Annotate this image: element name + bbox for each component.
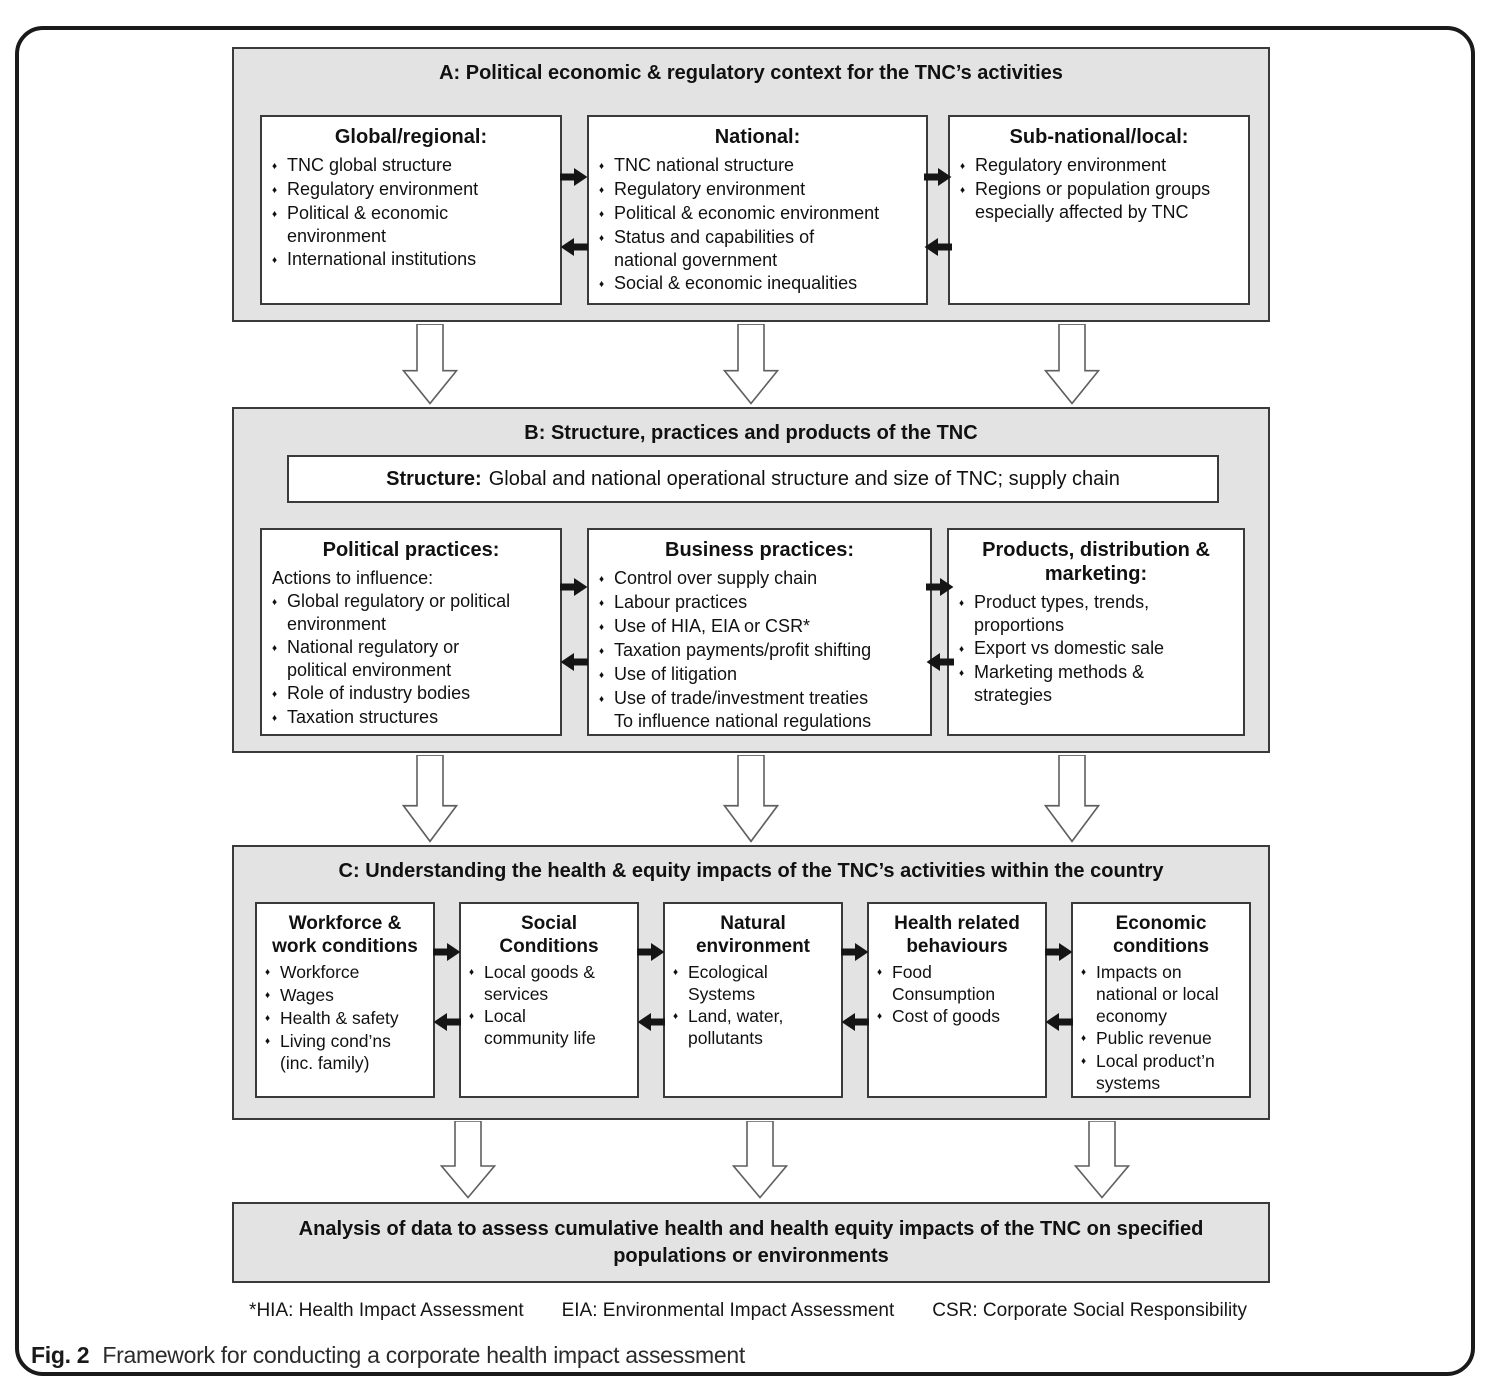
- down-arrow-icon: [440, 1121, 496, 1199]
- bullet-icon: ♦: [599, 694, 605, 705]
- bullet-item: [599, 567, 920, 591]
- bullet-item-text: Marketing methods & strategies: [974, 662, 1145, 705]
- box-products-distribution-marketing: [947, 528, 1245, 736]
- box-health-related-behaviours: [867, 902, 1047, 1098]
- bullet-icon: ♦: [959, 644, 965, 655]
- box-national: [587, 115, 928, 305]
- bullet-item-text: Cost of goods: [892, 1006, 1000, 1026]
- bullet-icon: ♦: [959, 598, 965, 609]
- bullet-item-text: TNC national structure: [614, 155, 795, 175]
- down-arrow-icon: [1044, 324, 1100, 405]
- bullet-icon: ♦: [469, 967, 475, 978]
- right-arrow-icon: [560, 577, 588, 597]
- figure-caption-label: Fig. 2: [31, 1342, 90, 1368]
- bullet-item-text: Land, water, pollutants: [688, 1006, 784, 1048]
- section-b-panel: [232, 407, 1270, 753]
- bullet-item: [469, 1005, 629, 1049]
- bullet-icon: ♦: [272, 185, 278, 196]
- bullet-icon: ♦: [960, 161, 966, 172]
- bullet-icon: ♦: [1081, 1056, 1087, 1067]
- bullet-icon: ♦: [265, 1013, 271, 1024]
- section-a-panel: [232, 47, 1270, 322]
- bullet-item-text: Global regulatory or political environment: [287, 591, 511, 634]
- down-arrow-icon: [732, 1121, 788, 1199]
- bullet-icon: ♦: [599, 161, 605, 172]
- bullet-icon: ♦: [599, 598, 605, 609]
- bullet-item-text: Export vs domestic sale: [974, 638, 1165, 658]
- bullet-icon: ♦: [599, 574, 605, 585]
- bullet-item: [599, 226, 916, 272]
- down-arrow-icon: [1044, 755, 1100, 843]
- bullet-item-text: Regulatory environment: [975, 155, 1167, 175]
- bullet-item-text: Regions or population groups especially affected by TNC: [975, 179, 1211, 222]
- box-sub-national-local: [948, 115, 1250, 305]
- left-arrow-icon: [433, 1012, 461, 1032]
- bullet-icon: ♦: [960, 185, 966, 196]
- down-arrow-icon: [723, 755, 779, 843]
- bullet-icon: ♦: [599, 279, 605, 290]
- bullet-icon: ♦: [599, 185, 605, 196]
- footnote: [0, 1300, 1496, 1322]
- bullet-item: [272, 590, 550, 636]
- bullet-icon: ♦: [877, 967, 883, 978]
- box-global-regional-items: [272, 154, 550, 272]
- bullet-item: [599, 591, 920, 615]
- down-arrow-icon: [723, 324, 779, 405]
- bullet-icon: ♦: [599, 209, 605, 220]
- bullet-item: [1081, 1027, 1241, 1050]
- right-arrow-icon: [926, 577, 954, 597]
- bullet-item-text: Product types, trends, proportions: [974, 592, 1150, 635]
- bullet-item: [959, 637, 1233, 661]
- box-political-practices-items: [272, 590, 550, 730]
- box-sub-national-local-heading: Sub-national/local:: [1009, 126, 1189, 148]
- bullet-item: [599, 687, 920, 733]
- left-arrow-icon: [637, 1012, 665, 1032]
- bullet-icon: ♦: [272, 597, 278, 608]
- section-c-title: C: Understanding the health & equity impacts of the TNC’s activities within the country: [338, 860, 1164, 882]
- bullet-item-text: Local goods & services: [484, 962, 595, 1004]
- bullet-icon: ♦: [959, 668, 965, 679]
- bullet-item: [272, 154, 550, 178]
- box-sub-national-local-items: [960, 154, 1238, 224]
- bullet-item: [673, 961, 833, 1005]
- bullet-item: [469, 961, 629, 1005]
- box-workforce-heading: Workforce & work conditions: [272, 913, 418, 957]
- bullet-item-text: Social & economic inequalities: [614, 273, 858, 293]
- box-national-items: [599, 154, 916, 296]
- bullet-item-text: Use of HIA, EIA or CSR*: [614, 616, 811, 636]
- left-arrow-icon: [560, 237, 588, 257]
- box-natural-environment: [663, 902, 843, 1098]
- bullet-item: [265, 961, 425, 984]
- bullet-item: [877, 1005, 1037, 1028]
- bullet-item: [272, 178, 550, 202]
- footnote-hia: *HIA: Health Impact Assessment: [249, 1300, 524, 1321]
- bullet-item: [272, 706, 550, 730]
- bullet-item: [959, 591, 1233, 637]
- right-arrow-icon: [637, 942, 665, 962]
- analysis-text: Analysis of data to assess cumulative health and health equity impacts of the TNC on specified populations or environments: [298, 1217, 1204, 1267]
- left-arrow-icon: [924, 237, 952, 257]
- box-global-regional: [260, 115, 562, 305]
- box-economic-conditions-heading: Economic conditions: [1112, 913, 1210, 957]
- bullet-item-text: Taxation payments/profit shifting: [614, 640, 872, 660]
- bullet-item: [599, 154, 916, 178]
- bullet-icon: ♦: [673, 967, 679, 978]
- structure-text: Global and national operational structure and size of TNC; supply chain: [488, 467, 1120, 490]
- bullet-item: [272, 248, 550, 272]
- box-political-practices-intro: Actions to influence:: [272, 568, 434, 588]
- bullet-item-text: Taxation structures: [287, 707, 439, 727]
- bullet-item-text: Food Consumption: [892, 962, 996, 1004]
- bullet-icon: ♦: [469, 1011, 475, 1022]
- bullet-item-text: Use of litigation: [614, 664, 738, 684]
- figure-caption-text: Framework for conducting a corporate health impact assessment: [102, 1342, 745, 1368]
- box-economic-conditions: [1071, 902, 1251, 1098]
- bullet-item-text: Political & economic environment: [287, 203, 449, 246]
- bullet-item-text: Regulatory environment: [287, 179, 479, 199]
- figure-caption: [31, 1342, 745, 1369]
- box-economic-conditions-items: [1081, 961, 1241, 1094]
- right-arrow-icon: [433, 942, 461, 962]
- bullet-icon: ♦: [599, 622, 605, 633]
- bullet-icon: ♦: [599, 646, 605, 657]
- left-arrow-icon: [926, 652, 954, 672]
- left-arrow-icon: [1045, 1012, 1073, 1032]
- bullet-item: [960, 154, 1238, 178]
- structure-bar: [287, 455, 1219, 503]
- bullet-item-text: Role of industry bodies: [287, 683, 471, 703]
- bullet-icon: ♦: [272, 209, 278, 220]
- bullet-item: [265, 1030, 425, 1074]
- left-arrow-icon: [841, 1012, 869, 1032]
- bullet-item-text: Local product’n systems: [1096, 1051, 1215, 1093]
- box-business-practices-heading: Business practices:: [665, 539, 854, 561]
- bullet-item: [960, 178, 1238, 224]
- right-arrow-icon: [560, 167, 588, 187]
- bullet-item: [272, 636, 550, 682]
- bullet-icon: ♦: [599, 233, 605, 244]
- box-products-heading: Products, distribution & marketing:: [982, 539, 1210, 585]
- bullet-icon: ♦: [673, 1011, 679, 1022]
- bullet-item-text: Public revenue: [1096, 1028, 1212, 1048]
- box-natural-environment-items: [673, 961, 833, 1049]
- right-arrow-icon: [1045, 942, 1073, 962]
- section-a-title: A: Political economic & regulatory context for the TNC’s activities: [439, 62, 1063, 84]
- bullet-item-text: Control over supply chain: [614, 568, 818, 588]
- box-social-conditions: [459, 902, 639, 1098]
- bullet-item-text: Local community life: [484, 1006, 596, 1048]
- structure-label: Structure:: [386, 467, 482, 490]
- bullet-item: [673, 1005, 833, 1049]
- bullet-icon: ♦: [272, 161, 278, 172]
- bullet-item: [599, 639, 920, 663]
- bullet-item-text: Living cond’ns (inc. family): [280, 1031, 391, 1073]
- box-social-conditions-items: [469, 961, 629, 1049]
- right-arrow-icon: [841, 942, 869, 962]
- bullet-item-text: Political & economic environment: [614, 203, 880, 223]
- box-natural-environment-heading: Natural environment: [695, 913, 811, 957]
- bullet-item: [599, 615, 920, 639]
- box-global-regional-heading: Global/regional:: [334, 126, 488, 148]
- down-arrow-icon: [402, 755, 458, 843]
- bullet-icon: ♦: [272, 255, 278, 266]
- box-national-heading: National:: [714, 126, 801, 148]
- bullet-item: [599, 202, 916, 226]
- bullet-item-text: Workforce: [280, 962, 360, 982]
- bullet-icon: ♦: [877, 1011, 883, 1022]
- section-c-panel: [232, 845, 1270, 1120]
- bullet-icon: ♦: [265, 990, 271, 1001]
- left-arrow-icon: [560, 652, 588, 672]
- bullet-item: [272, 682, 550, 706]
- box-business-practices: [587, 528, 932, 736]
- bullet-item-text: Regulatory environment: [614, 179, 806, 199]
- bullet-item-text: Impacts on national or local economy: [1096, 962, 1219, 1026]
- bullet-item-text: International institutions: [287, 249, 477, 269]
- bullet-item: [877, 961, 1037, 1005]
- right-arrow-icon: [924, 167, 952, 187]
- box-social-conditions-heading: Social Conditions: [499, 913, 599, 957]
- box-political-practices-heading: Political practices:: [322, 539, 500, 561]
- bullet-item: [265, 1007, 425, 1030]
- bullet-item: [265, 984, 425, 1007]
- bullet-icon: ♦: [265, 967, 271, 978]
- section-b-title: B: Structure, practices and products of the TNC: [524, 422, 978, 444]
- bullet-icon: ♦: [272, 713, 278, 724]
- bullet-item: [1081, 961, 1241, 1027]
- analysis-box: [232, 1202, 1270, 1283]
- bullet-item-text: TNC global structure: [287, 155, 453, 175]
- bullet-icon: ♦: [1081, 1033, 1087, 1044]
- bullet-item: [599, 663, 920, 687]
- bullet-item: [959, 661, 1233, 707]
- bullet-item-text: Health & safety: [280, 1008, 399, 1028]
- footnote-eia: EIA: Environmental Impact Assessment: [561, 1300, 895, 1321]
- box-business-practices-items: [599, 567, 920, 733]
- bullet-item: [272, 202, 550, 248]
- bullet-item-text: Ecological Systems: [688, 962, 768, 1004]
- bullet-icon: ♦: [272, 689, 278, 700]
- bullet-item-text: Wages: [280, 985, 334, 1005]
- bullet-item-text: Use of trade/investment treaties To influence national regulations: [614, 688, 872, 731]
- box-health-behaviours-heading: Health related behaviours: [894, 913, 1020, 957]
- bullet-icon: ♦: [599, 670, 605, 681]
- bullet-item: [599, 178, 916, 202]
- bullet-icon: ♦: [272, 643, 278, 654]
- footnote-csr: CSR: Corporate Social Responsibility: [932, 1300, 1247, 1321]
- box-political-practices: [260, 528, 562, 736]
- box-workforce-work-conditions: [255, 902, 435, 1098]
- bullet-item: [599, 272, 916, 296]
- bullet-item: [1081, 1050, 1241, 1094]
- box-workforce-items: [265, 961, 425, 1074]
- down-arrow-icon: [402, 324, 458, 405]
- bullet-item-text: National regulatory or political environment: [287, 637, 460, 680]
- bullet-item-text: Labour practices: [614, 592, 748, 612]
- bullet-icon: ♦: [265, 1036, 271, 1047]
- box-health-behaviours-items: [877, 961, 1037, 1028]
- bullet-item-text: Status and capabilities of national government: [614, 227, 815, 270]
- bullet-icon: ♦: [1081, 967, 1087, 978]
- down-arrow-icon: [1074, 1121, 1130, 1199]
- box-products-items: [959, 591, 1233, 707]
